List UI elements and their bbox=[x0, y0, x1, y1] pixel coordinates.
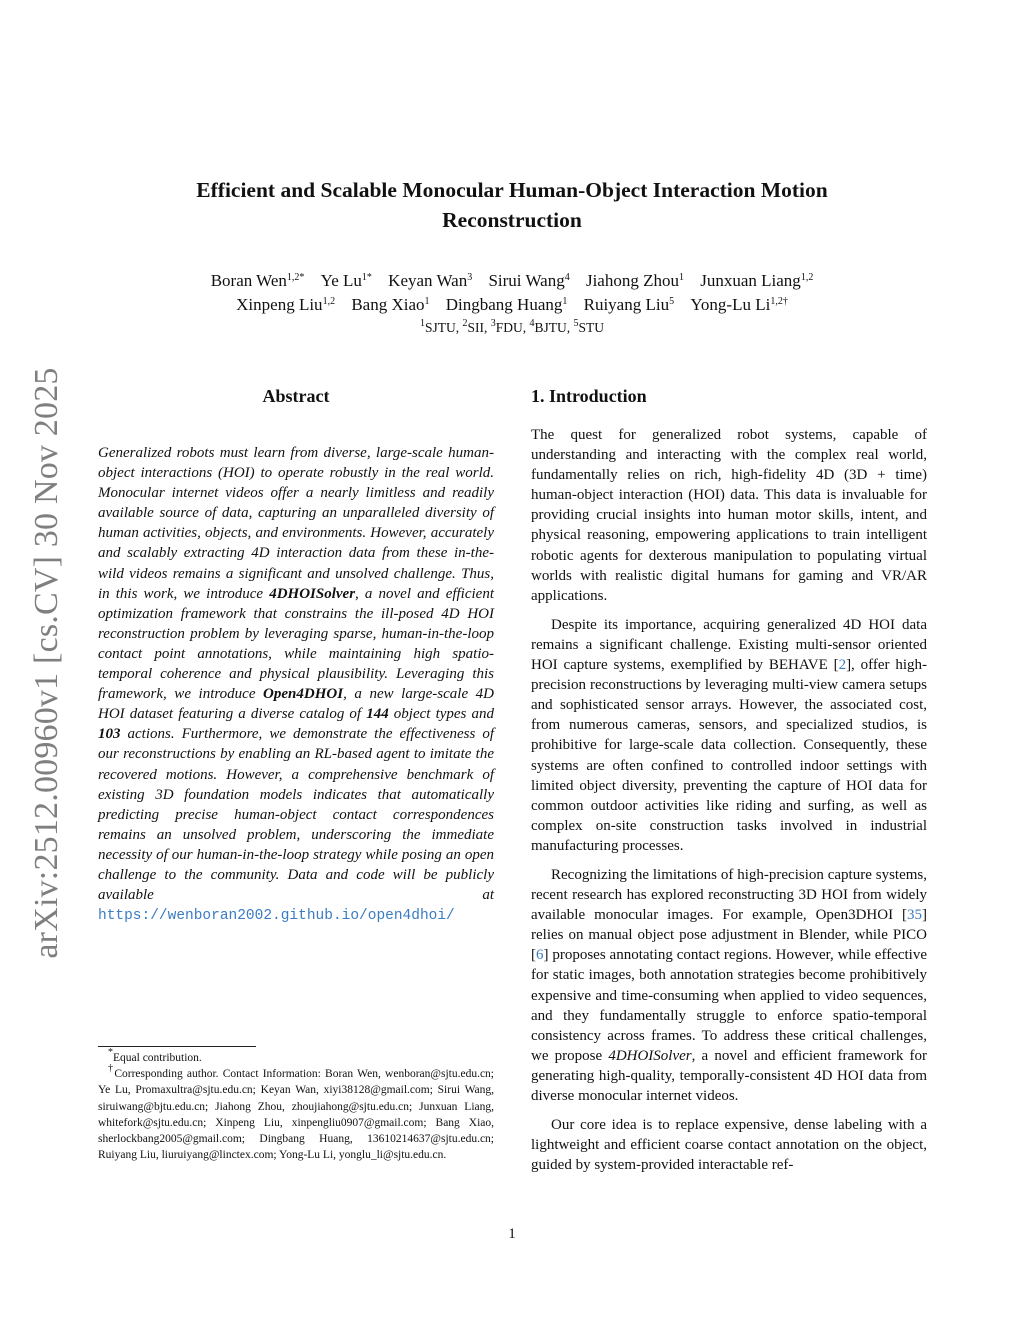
intro-paragraph: Recognizing the limitations of high-precision capture systems, recent research has explored reconstructing 3D HOI from widely available monocular images. For example, Open3DHOI [35] relies on manual object pose adjustment in Blender, while PICO [6] proposes annotating contact regions. However, while effective for static images, both annotation strategies become prohibitively expensive and time-consuming when applied to video sequences, and they fundamentally struggle to enforce spatio-temporal consistency across frames. To address these critical challenges, we propose 4DHOISolver, a novel and efficient framework for generating high-quality, temporally-consistent 4D HOI data from diverse monocular internet videos. bbox=[531, 866, 927, 1104]
abstract-text: Generalized robots must learn from diverse, large-scale human-object interactions (HOI) to operate robustly in the real world. Monocular internet videos offer a nearly limitless and readily available source of data, capturing an unparalleled diversity of human activities, objects, and environments. However, accurately and scalably extracting 4D interaction data from these in-the-wild videos remains a significant and unsolved challenge. Thus, in this work, we introduce 4DHOISolver, a novel and efficient optimization framework that constrains the ill-posed 4D HOI reconstruction problem by leveraging sparse, human-in-the-loop contact point annotations, while maintaining high spatio-temporal coherence and physical plausibility. Leveraging this framework, we introduce Open4DHOI, a new large-scale 4D HOI dataset featuring a diverse catalog of 144 object types and 103 actions. Furthermore, we demonstrate the effectiveness of our reconstructions by enabling an RL-based agent to imitate the recovered motions. However, a comprehensive benchmark of existing 3D foundation models indicates that automatically predicting precise human-object contact correspondences remains an unsolved problem, underscoring the immediate necessity of our human-in-the-loop strategy while posing an open challenge to the community. Data and code will be publicly available at https://wenboran2002.github.io/open4dhoi/ bbox=[98, 445, 495, 925]
affiliations: $^1$SJTU, $^2$SII, $^3$FDU, $^4$BJTU, $^5$STU bbox=[419, 318, 605, 335]
author-row-2 bbox=[100, 293, 924, 317]
footnote-corresponding: †Corresponding author. Contact Information: Boran Wen, wenboran@sjtu.edu.cn; Ye Lu, Promaxultra@sjtu.edu.cn; Keyan Wan, xiyi38128@gmail.com; Sirui Wang, siruiwang@bjtu.edu.cn; Jiahong Zhou, zhoujiahong@sjtu.edu.cn; Junxuan Liang, whitefork@sjtu.edu.cn; Xinpeng Liu, xinpengliu0907@gmail.com; Bang Xiao, sherlockbang2005@gmail.com; Dingbang Huang, 13610214637@sjtu.edu.cn; Ruiyang Liu, liuruiyang@linctex.com; Yong-Lu Li, yonglu_li@sjtu.edu.cn. bbox=[98, 1063, 494, 1162]
paper-title: Efficient and Scalable Monocular Human-Object Interaction Motion Reconstruction bbox=[196, 178, 828, 232]
author-row-1 bbox=[100, 269, 924, 293]
author: Ruiyang Liu$^5$ bbox=[583, 295, 675, 314]
arxiv-stamp: arXiv:2512.00960v1 [cs.CV] 30 Nov 2025 bbox=[28, 367, 65, 959]
citation-link[interactable]: 6 bbox=[536, 947, 544, 964]
footnote-equal: *Equal contribution. bbox=[108, 1047, 202, 1064]
project-link[interactable]: https://wenboran2002.github.io/open4dhoi/ bbox=[98, 908, 455, 925]
footnotes bbox=[98, 1047, 494, 1163]
author: Junxuan Liang$^{1,2}$ bbox=[700, 271, 814, 290]
footnote-divider bbox=[98, 1046, 256, 1047]
author: Sirui Wang$^4$ bbox=[488, 271, 570, 290]
intro-paragraph: Despite its importance, acquiring generalized 4D HOI data remains a significant challenge. Existing multi-sensor oriented HOI capture systems, exemplified by BEHAVE [2], offer high-precision reconstructions by leveraging multi-view camera setups and sophisticated sensor arrays. However, the associated cost, from numerous cameras, sensors, and specialized studios, is prohibitive for large-scale data collection. Consequently, these systems are often confined to controlled indoor settings with limited object diversity, preventing the capture of HOI data for common outdoor activities like riding and surfing, as well as complex on-site construction tasks involved in industrial manufacturing processes. bbox=[531, 616, 928, 854]
author: Bang Xiao$^1$ bbox=[351, 295, 430, 314]
intro-paragraph: The quest for generalized robot systems, capable of understanding and interacting with the complex real world, fundamentally relies on rich, high-fidelity 4D (3D + time) human-object interaction (HOI) data. This data is invaluable for providing crucial insights into human motor skills, intent, and physical reasoning, empowering applications to train intelligent robotic agents for dexterous manipulation to populating virtual worlds with realistic digital humans for gaming and VR/AR applications. bbox=[531, 427, 927, 604]
author: Xinpeng Liu$^{1,2}$ bbox=[236, 295, 336, 314]
author: Ye $Lu^{1*}$ bbox=[320, 271, 372, 290]
author: Jiahong Zhou$^1$ bbox=[585, 271, 684, 290]
author: Boran Wen$^{1,2*}$ bbox=[210, 271, 305, 290]
citation-link[interactable]: 2 bbox=[838, 657, 847, 674]
intro-paragraph: Our core idea is to replace expensive, dense labeling with a lightweight and efficient coarse contact annotation on the object, guided by system-provided interactable ref- bbox=[531, 1117, 927, 1174]
page-number: 1 bbox=[508, 1226, 516, 1242]
introduction-text bbox=[531, 425, 927, 1184]
introduction-heading: 1. Introduction bbox=[531, 386, 647, 406]
citation-link[interactable]: 35 bbox=[907, 907, 922, 924]
abstract-heading: Abstract bbox=[262, 386, 330, 406]
author: Yong-Lu $Li^{1,2\dagger}$ bbox=[690, 295, 788, 314]
author: Keyan Wan$^3$ bbox=[388, 271, 473, 290]
author: Dingbang Huang$^1$ bbox=[445, 295, 568, 314]
author-list bbox=[100, 269, 924, 317]
